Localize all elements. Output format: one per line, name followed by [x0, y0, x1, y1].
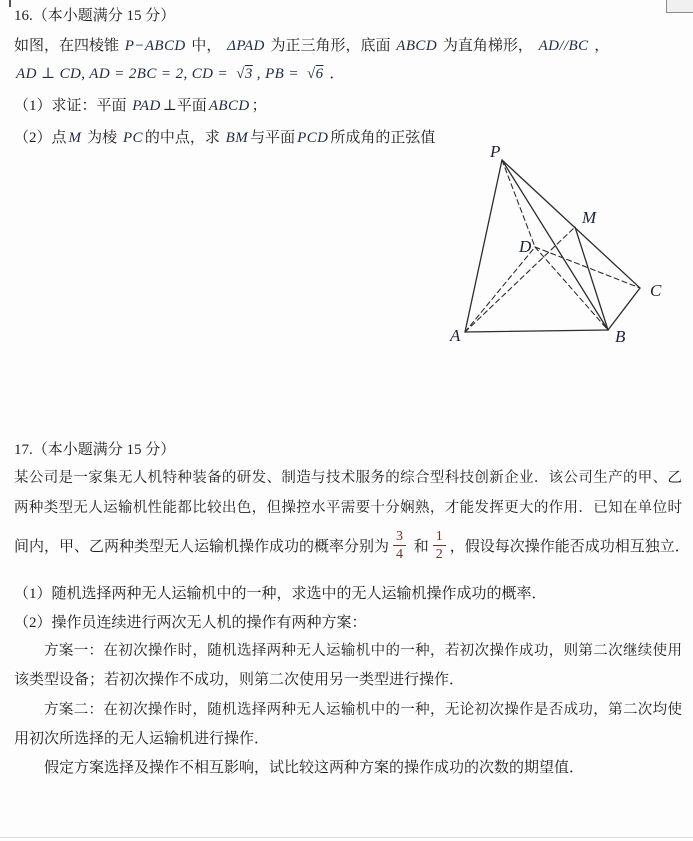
text-run: ， — [590, 38, 610, 54]
text-run: （1）求证：平面 — [14, 98, 131, 114]
text-run: 为正三角形，底面 — [266, 38, 395, 54]
edge-AB — [465, 330, 608, 332]
text-run: ． — [325, 66, 345, 82]
fraction-numerator: 1 — [433, 528, 446, 546]
edge-PC — [502, 160, 640, 288]
edge-PD-hidden — [502, 160, 535, 247]
text-run: 与平面 — [250, 130, 296, 146]
problem17-plan1-line2: 该类型设备；若初次操作不成功，则第二次使用另一类型进行操作． — [14, 672, 465, 688]
math-run: , PB = — [256, 66, 304, 82]
scan-artifact-top-left — [9, 0, 11, 7]
math-run: P−ABCD — [124, 38, 186, 54]
edge-PB — [502, 160, 608, 330]
vertex-label-P: P — [490, 142, 501, 161]
problem16-statement-line1 — [14, 36, 682, 56]
vertex-label-C: C — [650, 281, 662, 300]
math-run: BM — [225, 130, 249, 146]
vertex-label-M: M — [582, 208, 597, 227]
problem17-statement-line2: 两种类型无人运输机性能都比较出色，但操控水平需要十分娴熟，才能发挥更大的作用．已知在单位时 — [14, 500, 682, 516]
edge-BC — [608, 288, 640, 330]
problem17-heading: 17.（本小题满分 15 分） — [14, 442, 176, 458]
fraction-numerator: 3 — [393, 528, 406, 546]
math-run: ABCD — [396, 38, 438, 54]
sqrt-expression: √3 — [236, 66, 253, 82]
math-run: ABCD — [208, 98, 250, 114]
problem17-item-1: （1）随机选择两种无人运输机中的一种，求选中的无人运输机操作成功的概率． — [14, 586, 547, 602]
problem16-heading: 16.（本小题满分 15 分） — [14, 8, 176, 24]
sqrt-radicand: 3 — [244, 66, 253, 82]
math-run: AD//BC — [538, 38, 589, 54]
problem17-plan2-line1: 方案二：在初次操作时，随机选择两种无人运输机中的一种，无论初次操作是否成功，第二次均使 — [44, 702, 682, 718]
math-run: AD ⊥ CD, AD = 2BC = 2, CD = — [16, 66, 233, 82]
problem16-statement-line2 — [14, 64, 682, 84]
math-run: M — [68, 130, 82, 146]
problem17-plan2-line2: 用初次所选择的无人运输机进行操作． — [14, 731, 270, 747]
text-run: 如图，在四棱锥 — [14, 38, 123, 54]
fraction-denominator: 2 — [435, 547, 443, 563]
math-run: PAD — [132, 98, 161, 114]
text-run: 所成角的正弦值 — [330, 130, 436, 146]
text-run: 中， — [187, 38, 226, 54]
edge-DC-hidden — [535, 247, 640, 288]
problem17-plan1-line1: 方案一：在初次操作时，随机选择两种无人运输机中的一种，若初次操作成功，则第二次继续使用 — [44, 643, 682, 659]
edge-DB-hidden — [535, 247, 608, 330]
edge-AD-hidden — [465, 247, 535, 332]
pyramid-figure — [440, 138, 693, 353]
page-bottom-rule — [0, 837, 693, 838]
problem16-item-1 — [14, 96, 682, 116]
fraction — [393, 528, 406, 563]
text-run: （2）点 — [14, 130, 67, 146]
problem17-statement-line1: 某公司是一家集无人机特种装备的研发、制造与技术服务的综合型科技创新企业．该公司生产的甲、乙 — [14, 470, 682, 486]
sqrt-radicand: 6 — [315, 66, 324, 82]
fraction — [433, 528, 446, 563]
text-run: 为棱 — [83, 130, 121, 146]
text-run: 间内，甲、乙两种类型无人运输机操作成功的概率分别为 — [14, 539, 390, 555]
text-run: 和 — [410, 539, 429, 555]
math-run: ΔPAD — [227, 38, 265, 54]
text-run: 的中点，求 — [144, 130, 224, 146]
problem17-statement-line3 — [14, 528, 690, 568]
vertex-label-A: A — [450, 326, 461, 345]
fraction-denominator: 4 — [396, 547, 404, 563]
math-run: PCD — [297, 130, 329, 146]
text-run: ⊥平面 — [162, 98, 207, 114]
vertex-label-D: D — [519, 237, 532, 256]
text-run: 为直角梯形， — [439, 38, 537, 54]
text-run: ，假设每次操作能否成功相互独立． — [449, 539, 690, 555]
math-run: PC — [122, 130, 143, 146]
problem17-closing: 假定方案选择及操作不相互影响，试比较这两种方案的操作成功的次数的期望值． — [44, 760, 585, 776]
text-run: ； — [251, 98, 267, 114]
edge-PA — [465, 160, 502, 332]
vertex-label-B: B — [615, 327, 626, 346]
problem17-item-2: （2）操作员连续进行两次无人机的操作有两种方案： — [14, 615, 367, 631]
sqrt-expression: √6 — [307, 66, 324, 82]
